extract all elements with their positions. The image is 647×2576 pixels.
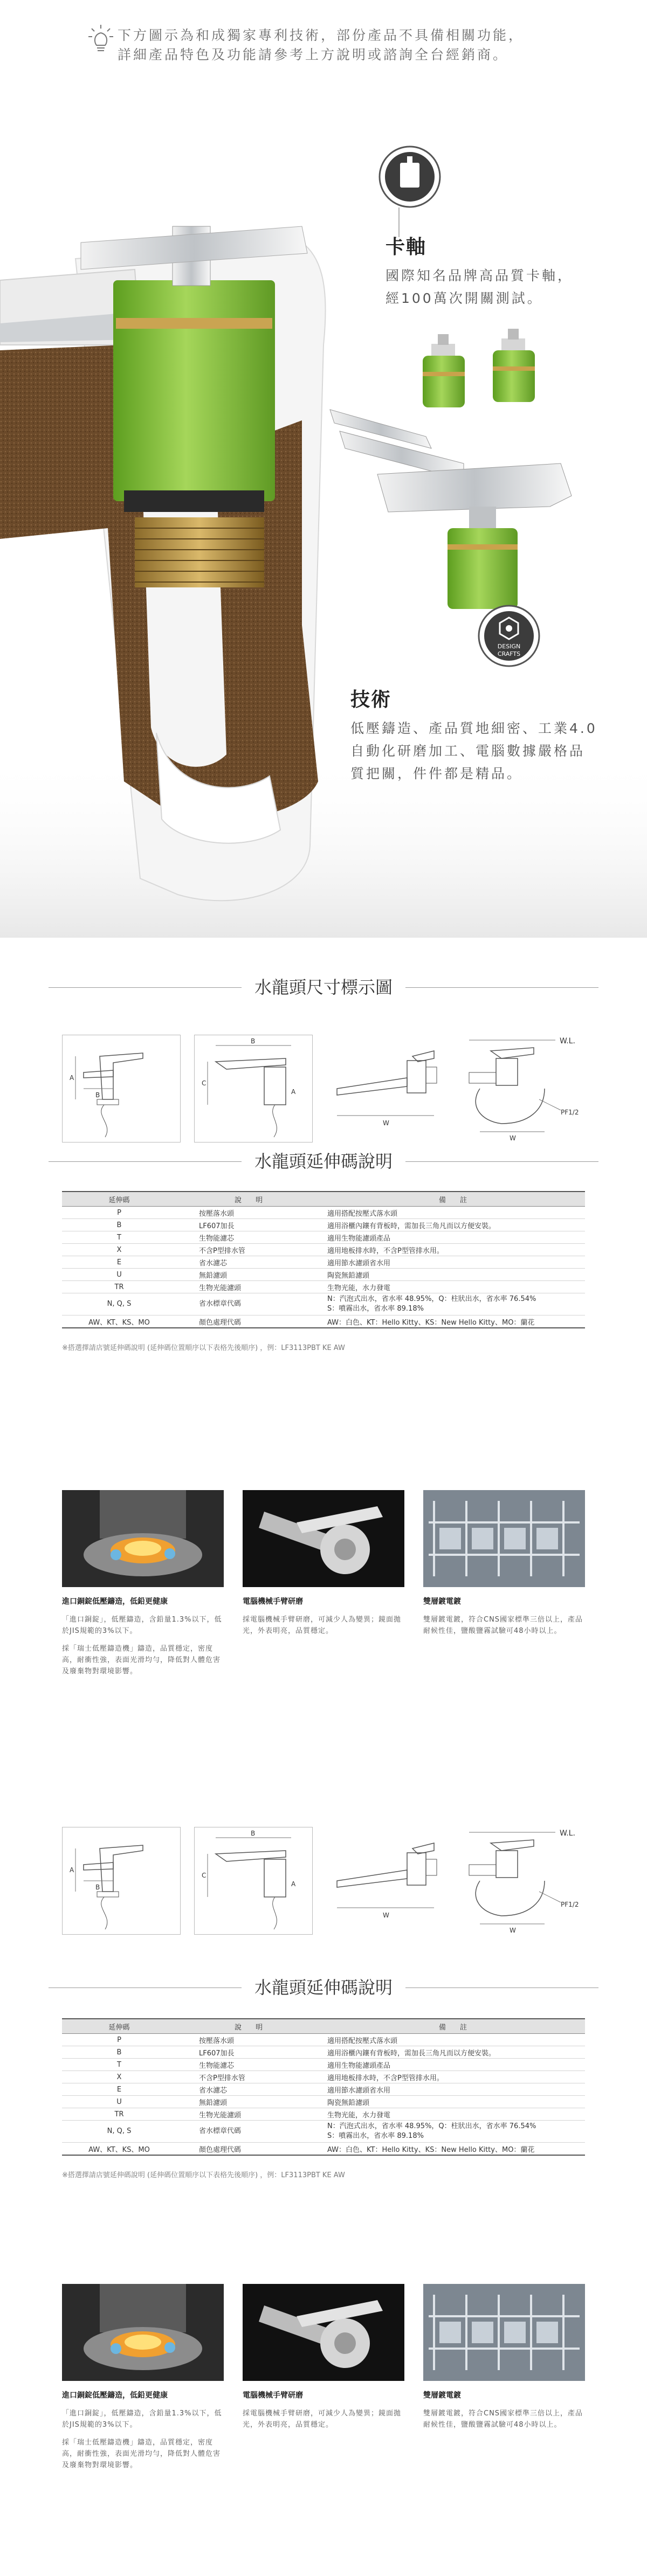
- code-section-title-2: [49, 1977, 598, 1998]
- photo-1-desc-2: 採「瑞士低壓鑄造機」鑄造，品質穩定，密度高，耐衝性強，表面光滑均勻，降低對人體危害及廢棄物對環境影響。: [62, 1645, 221, 1675]
- cell-desc: 省水濾芯: [176, 2083, 321, 2096]
- drawing-front: [62, 1035, 181, 1142]
- feature-tech: [350, 684, 597, 785]
- cell-remark-line-1: N：汽泡式出水，省水率 48.95%，Q：柱狀出水，省水率 76.54%: [327, 1295, 536, 1303]
- label-c: C: [202, 1079, 207, 1087]
- header-remark: 備 註: [321, 1192, 585, 1207]
- cell-desc: 按壓落水頭: [176, 2034, 321, 2046]
- cell-desc: 生物光能濾頭: [176, 2108, 321, 2121]
- drawing-side-2: [194, 1827, 313, 1935]
- cell-code: E: [62, 1256, 176, 1269]
- plating-photo: [423, 1490, 585, 1587]
- photo-casting: [62, 1490, 224, 1677]
- feature-tech-line-1: 低壓鑄造、產品質地細密、工業4.0: [350, 721, 597, 736]
- casting-photo: [62, 1490, 224, 1587]
- label-wl: W.L.: [560, 1829, 575, 1838]
- cell-remark: [321, 1293, 585, 1315]
- label-b: B: [95, 1883, 100, 1891]
- code-title-text-1: 水龍頭延伸碼說明: [242, 1151, 405, 1172]
- cell-code: B: [62, 2046, 176, 2059]
- cell-desc: 省水標章代碼: [176, 1293, 321, 1315]
- cell-desc: 無鉛濾頭: [176, 2096, 321, 2108]
- feature-tech-line-3: 質把關，件件都是精品。: [350, 766, 523, 781]
- cell-remark-line-1: N：汽泡式出水，省水率 48.95%，Q：柱狀出水，省水率 76.54%: [327, 2122, 536, 2130]
- cell-remark: 適用搭配按壓式落水頭: [321, 1207, 585, 1219]
- feature-tech-line-2: 自動化研磨加工、電腦數據嚴格品: [350, 743, 586, 759]
- drawing-front-2: [62, 1827, 181, 1935]
- drawing-wall: [326, 1035, 445, 1142]
- cell-remark: 適用節水濾頭省水用: [321, 2083, 585, 2096]
- plating-photo-2: [423, 2284, 585, 2381]
- dimension-section-title: [49, 977, 598, 998]
- cell-code: P: [62, 2034, 176, 2046]
- notice-line-2: 詳細產品特色及功能請參考上方說明或諮詢全台經銷商。: [118, 47, 509, 63]
- table-row: [62, 1256, 585, 1269]
- cell-remark: 適用搭配按壓式落水頭: [321, 2034, 585, 2046]
- table-note-2: ※搭選擇請店號延伸碼說明 (延伸碼位置順序以下表格先後順序) ，例：LF3113PBT KE AW: [62, 2171, 345, 2179]
- label-w-2: W: [510, 1134, 516, 1142]
- table-row: [62, 1231, 585, 1244]
- cell-desc: 無鉛濾頭: [176, 1269, 321, 1281]
- cell-remark: 陶瓷無鉛濾頭: [321, 1269, 585, 1281]
- cell-remark: 適用生物能濾頭產品: [321, 2059, 585, 2071]
- cell-code: TR: [62, 2108, 176, 2121]
- label-w-2: W: [510, 1927, 516, 1934]
- cell-remark: 適用地板排水時，不含P型管排水用。: [321, 1244, 585, 1256]
- photo-1-desc-1: 「進口銅錠」，低壓鑄造，含鉛量1.3%以下，低於JIS規範的3%以下。: [62, 1616, 222, 1635]
- photo-1-caption: 進口銅錠低壓鑄造，低鉛更健康: [62, 2391, 168, 2400]
- header-desc: 說 明: [176, 1192, 321, 1207]
- table-row: [62, 2121, 585, 2143]
- cell-desc: 顏色處理代碼: [176, 2143, 321, 2156]
- cell-desc: 顏色處理代碼: [176, 1315, 321, 1328]
- table-row: [62, 2034, 585, 2046]
- cell-remark: AW：白色、KT：Hello Kitty、KS：New Hello Kitty、MO：蘭花: [321, 2143, 585, 2156]
- table-row: [62, 2096, 585, 2108]
- table-row: [62, 2143, 585, 2156]
- table-row: [62, 1281, 585, 1293]
- label-b-side: B: [251, 1037, 256, 1045]
- dimension-title-text: 水龍頭尺寸標示圖: [242, 977, 405, 998]
- drawing-side: [194, 1035, 313, 1142]
- extension-code-table-1: [62, 1191, 585, 1328]
- cell-code: N, Q, S: [62, 1293, 176, 1315]
- cell-remark: [321, 2121, 585, 2143]
- cell-code: AW、KT、KS、MO: [62, 1315, 176, 1328]
- cell-remark: 適用節水濾頭省水用: [321, 1256, 585, 1269]
- cell-desc: 省水濾芯: [176, 1256, 321, 1269]
- header-code: 延伸碼: [62, 2019, 176, 2034]
- photo-casting-2: [62, 2284, 224, 2471]
- drawing-wall-mount-2: [458, 1827, 585, 1935]
- cell-code: TR: [62, 1281, 176, 1293]
- cell-remark: 生物光能，水力發電: [321, 2108, 585, 2121]
- cell-code: B: [62, 1219, 176, 1231]
- label-a: A: [70, 1074, 74, 1082]
- code-title-text-2: 水龍頭延伸碼說明: [242, 1977, 405, 1998]
- cell-desc: 生物光能濾頭: [176, 1281, 321, 1293]
- photo-2-caption: 電腦機械手臂研磨: [243, 1597, 303, 1606]
- cell-code: X: [62, 2071, 176, 2083]
- header-remark: 備 註: [321, 2019, 585, 2034]
- process-photos-1: [62, 1490, 585, 1675]
- cell-code: AW、KT、KS、MO: [62, 2143, 176, 2156]
- cell-remark: 適用生物能濾頭產品: [321, 1231, 585, 1244]
- label-b: B: [95, 1091, 100, 1099]
- photo-grinding: [243, 1490, 404, 1637]
- cell-remark-line-2: S：噴霧出水，省水率 89.18%: [327, 1305, 424, 1313]
- table-row: [62, 1244, 585, 1256]
- cell-desc: LF607加長: [176, 1219, 321, 1231]
- table-row: [62, 2108, 585, 2121]
- cell-remark: 適用地板排水時，不含P型管排水用。: [321, 2071, 585, 2083]
- cell-desc: LF607加長: [176, 2046, 321, 2059]
- badge-line-2: CRAFTS: [497, 650, 521, 657]
- photo-3-caption: 雙層鍍電鍍: [423, 2391, 461, 2400]
- casting-photo-2: [62, 2284, 224, 2381]
- header-desc: 說 明: [176, 2019, 321, 2034]
- label-b-side: B: [251, 1830, 256, 1837]
- table-row: [62, 2071, 585, 2083]
- cell-desc: 生物能濾芯: [176, 1231, 321, 1244]
- grinding-photo: [243, 1490, 404, 1587]
- photo-plating: [423, 1490, 585, 1637]
- label-w: W: [383, 1912, 389, 1919]
- table-row: [62, 2046, 585, 2059]
- label-wl: W.L.: [560, 1037, 575, 1045]
- photo-plating-2: [423, 2284, 585, 2430]
- table-row: [62, 1293, 585, 1315]
- cell-remark: 適用浴櫃內鑲有背板時，需加長三角凡而以方便安裝。: [321, 1219, 585, 1231]
- cell-code: T: [62, 1231, 176, 1244]
- cell-code: U: [62, 2096, 176, 2108]
- feature-tech-title: 技術: [350, 689, 392, 711]
- table-row: [62, 1269, 585, 1281]
- cell-desc: 按壓落水頭: [176, 1207, 321, 1219]
- badge-line-1: DESIGN: [497, 643, 521, 650]
- photo-2-desc-1: 採電腦機械手臂研磨，可減少人為變異；鏡面拋光，外表明亮，品質穩定。: [243, 2409, 402, 2429]
- label-pf: PF1/2: [561, 1901, 579, 1908]
- photo-3-caption: 雙層鍍電鍍: [423, 1597, 461, 1606]
- label-w: W: [383, 1119, 389, 1127]
- cell-code: U: [62, 1269, 176, 1281]
- cell-code: P: [62, 1207, 176, 1219]
- photo-1-caption: 進口銅錠低壓鑄造，低鉛更健康: [62, 1597, 168, 1606]
- table-row: [62, 1219, 585, 1231]
- photo-3-desc-1: 雙層鍍電鍍，符合CNS國家標準三倍以上，產品耐候性佳，鹽酸鹽霧試驗可48小時以上。: [423, 1616, 583, 1635]
- table-row: [62, 1315, 585, 1328]
- hero-section: [0, 119, 647, 938]
- photo-1-desc-2: 採「瑞士低壓鑄造機」鑄造，品質穩定，密度高，耐衝性強，表面光滑均勻，降低對人體危害及廢棄物對環境影響。: [62, 2439, 221, 2469]
- table-note-1: ※搭選擇請店號延伸碼說明 (延伸碼位置順序以下表格先後順序) ，例：LF3113PBT KE AW: [62, 1344, 345, 1352]
- drawing-wall-2: [326, 1827, 445, 1935]
- label-pf: PF1/2: [561, 1109, 579, 1116]
- cell-remark-line-2: S：噴霧出水，省水率 89.18%: [327, 2132, 424, 2140]
- cell-code: E: [62, 2083, 176, 2096]
- drawing-wall-mount: [458, 1035, 585, 1142]
- feature-cartridge-title: 卡軸: [386, 236, 427, 258]
- feature-cartridge: [386, 232, 573, 310]
- photo-1-desc-1: 「進口銅錠」，低壓鑄造，含鉛量1.3%以下，低於JIS規範的3%以下。: [62, 2409, 222, 2429]
- header-code: 延伸碼: [62, 1192, 176, 1207]
- feature-cartridge-line-1: 國際知名品牌高品質卡軸，: [386, 268, 574, 283]
- label-a-side: A: [291, 1880, 296, 1888]
- cell-remark: 陶瓷無鉛濾頭: [321, 2096, 585, 2108]
- photo-2-caption: 電腦機械手臂研磨: [243, 2391, 303, 2400]
- label-c: C: [202, 1872, 207, 1879]
- photo-2-desc-1: 採電腦機械手臂研磨，可減少人為變異；鏡面拋光，外表明亮，品質穩定。: [243, 1616, 402, 1635]
- grinding-photo-2: [243, 2284, 404, 2381]
- code-section-title-1: [49, 1151, 598, 1172]
- process-photos-2: [62, 2284, 585, 2469]
- cell-remark: AW：白色、KT：Hello Kitty、KS：New Hello Kitty、MO：蘭花: [321, 1315, 585, 1328]
- lightbulb-icon: [87, 24, 114, 56]
- cell-desc: 生物能濾芯: [176, 2059, 321, 2071]
- label-a: A: [70, 1866, 74, 1874]
- photo-grinding-2: [243, 2284, 404, 2430]
- cell-desc: 不含P型排水管: [176, 2071, 321, 2083]
- notice-line-1: 下方圖示為和成獨家專利技術，部份產品不具備相關功能，: [118, 27, 525, 43]
- cell-remark: 適用浴櫃內鑲有背板時，需加長三角凡而以方便安裝。: [321, 2046, 585, 2059]
- cell-code: T: [62, 2059, 176, 2071]
- cell-desc: 省水標章代碼: [176, 2121, 321, 2143]
- label-a-side: A: [291, 1088, 296, 1096]
- table-row: [62, 2059, 585, 2071]
- cell-code: X: [62, 1244, 176, 1256]
- photo-3-desc-1: 雙層鍍電鍍，符合CNS國家標準三倍以上，產品耐候性佳，鹽酸鹽霧試驗可48小時以上。: [423, 2409, 583, 2429]
- extension-code-table-2: [62, 2018, 585, 2156]
- cell-code: N, Q, S: [62, 2121, 176, 2143]
- dimension-drawings-2: [62, 1827, 585, 1935]
- feature-cartridge-line-2: 經100萬次開關測試。: [386, 290, 543, 306]
- table-row: [62, 1207, 585, 1219]
- dimension-drawings: [62, 1035, 585, 1142]
- cell-desc: 不含P型排水管: [176, 1244, 321, 1256]
- cell-remark: 生物光能，水力發電: [321, 1281, 585, 1293]
- table-row: [62, 2083, 585, 2096]
